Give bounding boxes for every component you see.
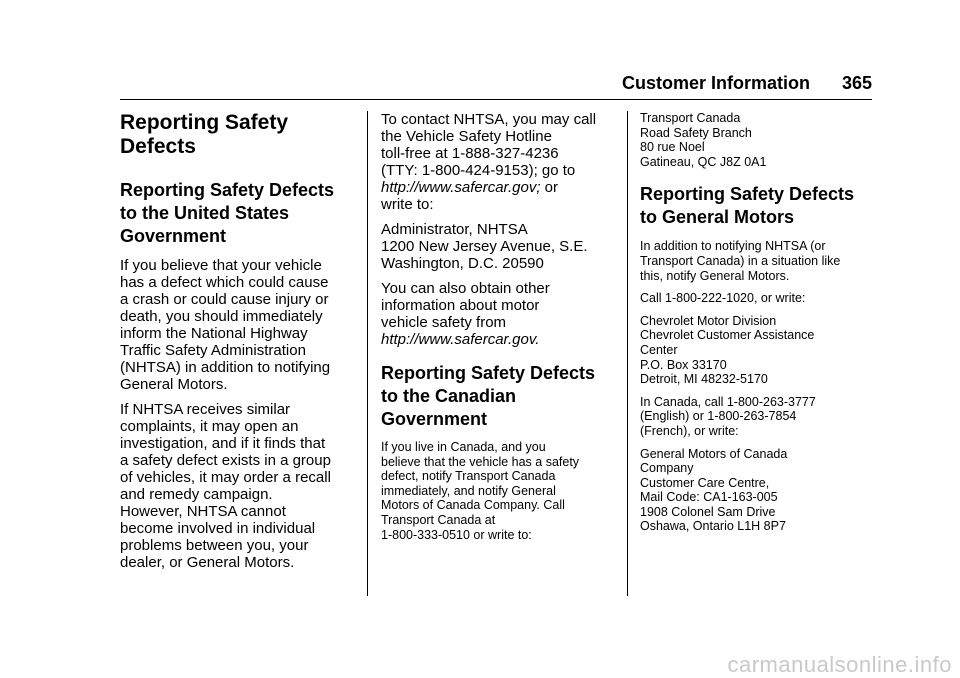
gm-canada-address: General Motors of Canada Company Customer Care Centre, Mail Code: CA1-163-005 1908 Colonel Sam Drive Oshawa, Ontario L1H 8P7 (640, 446, 788, 534)
chevrolet-address: Chevrolet Motor Division Chevrolet Customer Assistance Center P.O. Box 33170 Detroit, MI 48232-5170 (640, 313, 815, 387)
page-number: 365 (841, 73, 872, 93)
column-divider (627, 111, 628, 596)
us-heading: Reporting Safety Defects to the United States Government (120, 180, 335, 246)
column-3 (640, 111, 875, 542)
safercar-link[interactable]: http://www.safercar.gov. (381, 331, 540, 348)
paragraph: Call 1-800-222-1020, or write: (640, 291, 806, 306)
paragraph: To contact NHTSA, you may call the Vehicle Safety Hotline toll-free at 1-888-327-4236 (TTY: 1-800-424-9153); go to http://www.safercar.gov; or write to: (381, 111, 597, 213)
watermark: carmanualsonline.info (727, 652, 952, 677)
paragraph: If NHTSA receives similar complaints, it may open an investigation, and if it finds that a safety defect exists in a group of vehicles, it may order a recall and remedy campaign. However, NHTSA cannot become involved in individual problems between you, your dealer, or General Motors. (120, 401, 331, 571)
column-2 (381, 111, 616, 550)
page-header (120, 72, 872, 94)
header-rule (120, 99, 872, 100)
transport-canada-address: Transport Canada Road Safety Branch 80 rue Noel Gatineau, QC J8Z 0A1 (640, 111, 767, 169)
section-heading: Reporting Safety Defects (120, 111, 289, 158)
column-1 (120, 111, 355, 579)
canada-heading: Reporting Safety Defects to the Canadian Government (381, 363, 596, 429)
column-divider (367, 111, 368, 596)
section-title: Customer Information (621, 73, 810, 93)
nhtsa-address: Administrator, NHTSA 1200 New Jersey Avenue, S.E. Washington, D.C. 20590 (381, 221, 588, 272)
safercar-link[interactable]: http://www.safercar.gov; (381, 179, 541, 196)
paragraph: You can also obtain other information about motor vehicle safety from http://www.safercar.gov. (381, 280, 616, 348)
paragraph: If you believe that your vehicle has a defect which could cause a crash or could cause injury or death, you should immediately inform the National Highway Traffic Safety Administration (NHTSA) in addition to notifying General Motors. (120, 257, 331, 393)
paragraph: In Canada, call 1-800-263-3777 (English) or 1-800-263-7854 (French), or write: (640, 394, 816, 438)
paragraph: If you live in Canada, and you believe that the vehicle has a safety defect, notify Transport Canada immediately, and notify General Motors of Canada Company. Call Transport Canada at 1-800-333-0510 or write to: (381, 440, 580, 542)
gm-heading: Reporting Safety Defects to General Motors (640, 184, 855, 228)
paragraph: In addition to notifying NHTSA (or Transport Canada) in a situation like this, notify General Motors. (640, 239, 841, 283)
